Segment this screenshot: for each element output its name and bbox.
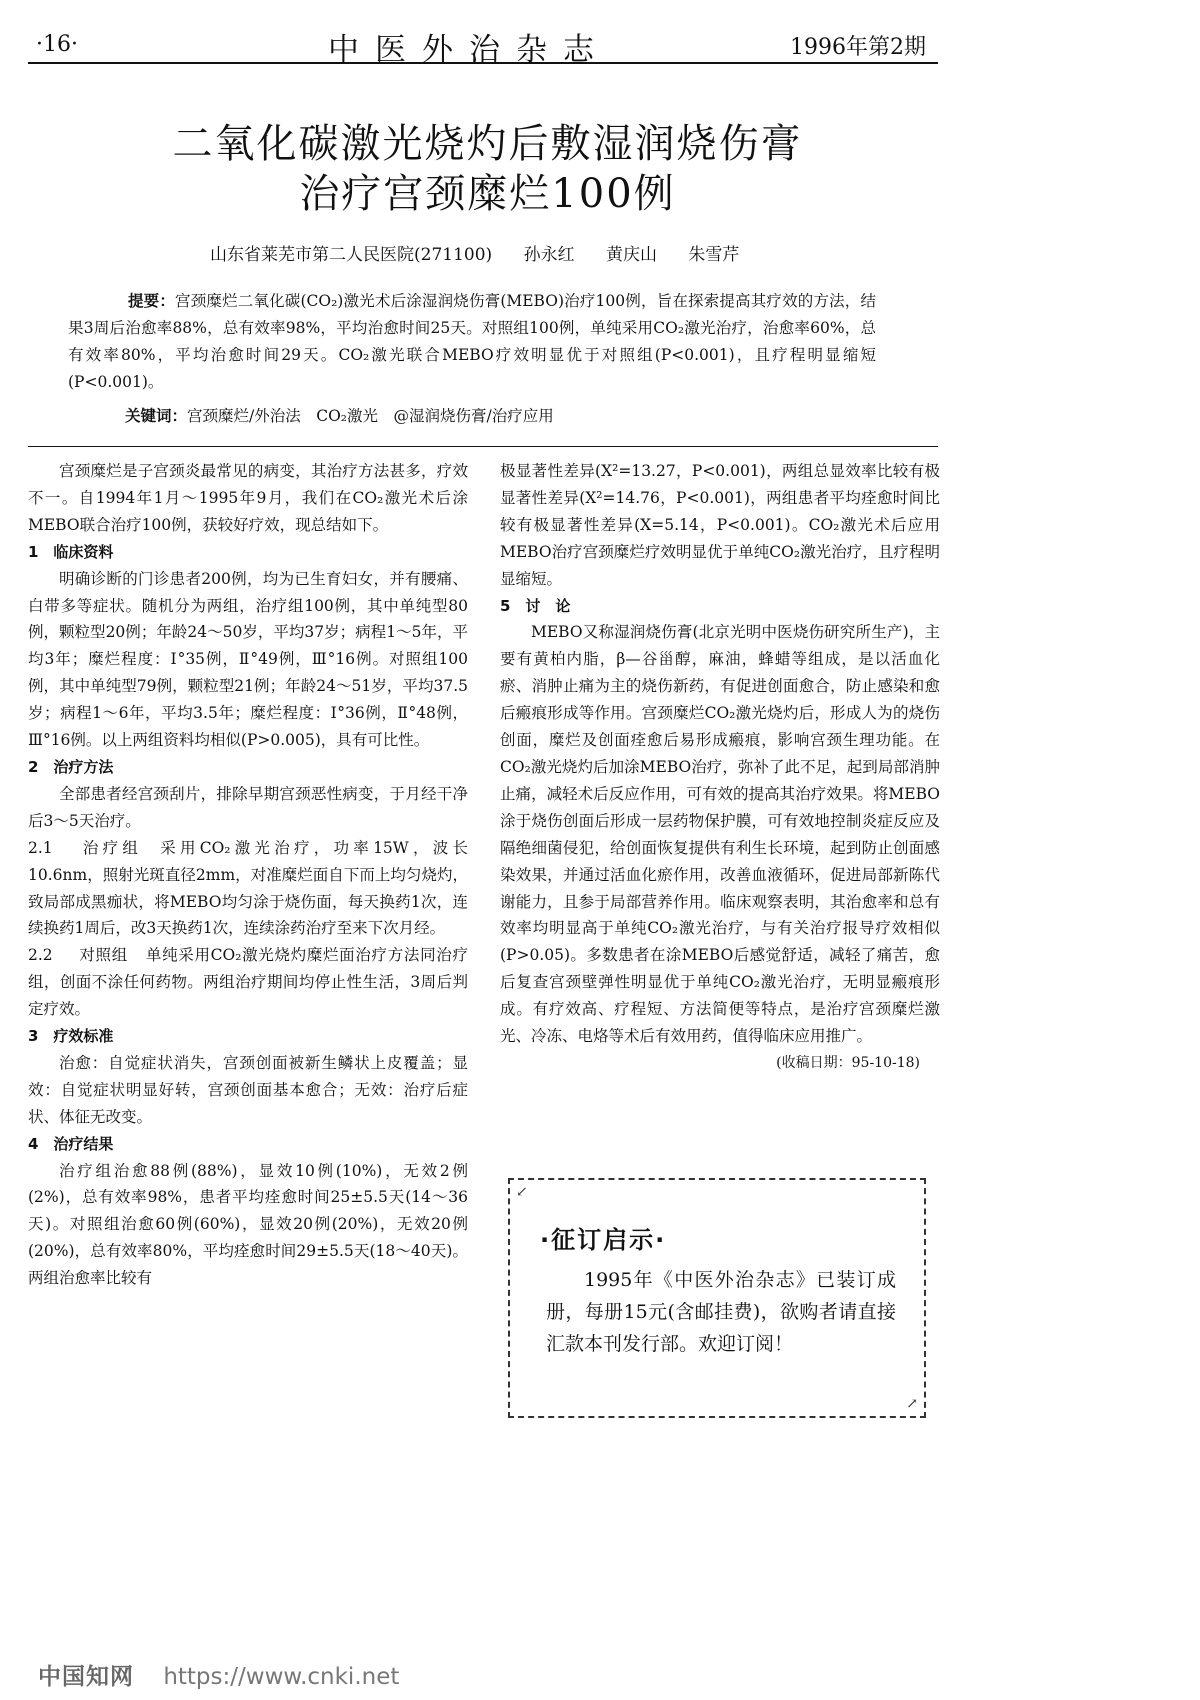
abstract-label: 提要： [128,292,176,310]
page-number: ·16· [36,32,78,57]
abstract [68,288,876,396]
section-heading: 5 讨 论 [500,596,571,615]
keywords [125,404,554,426]
affiliation: 山东省莱芜市第二人民医院(271100) [210,245,493,265]
body-paragraph: 明确诊断的门诊患者200例，均为已生育妇女，并有腰痛、白带多等症状。随机分为两组，治疗组100例，其中单纯型80例，颗粒型20例；年龄24～50岁，平均37岁；病程1～5年，平均3年；糜烂程度：Ⅰ°35例，Ⅱ°49例，Ⅲ°16例。对照组100例，其中单纯型79例，颗粒型21例；年龄24～51岁，平均37.5岁；病程1～6年，平均3.5年；糜烂程度：Ⅰ°36例，Ⅱ°48例，Ⅲ°16例。以上两组资料均相似(P>0.005)，具有可比性。 [28,569,468,750]
journal-name: 中医外治杂志 [328,32,610,68]
author-name: 孙永红 [523,245,575,265]
article-title-line2: 治疗宫颈糜烂100例 [299,171,676,217]
article-title-line1: 二氧化碳激光烧灼后敷湿润烧伤膏 [172,121,803,167]
author-line [210,240,765,265]
section-divider [28,446,938,447]
section-heading: 3 疗效标准 [28,1027,114,1046]
running-header [28,22,938,68]
border-arrow-icon: ↗ [906,1396,918,1412]
subsection-paragraph [28,942,468,1023]
watermark-footer [38,1658,399,1691]
subsection-number: 2.1 [28,838,53,857]
continued-paragraph: 极显著性差异(X²=13.27，P<0.001)，两组总显效率比较有极显著性差异(X²=14.76，P<0.001)，两组患者平均痊愈时间比较有极显著性差异(X=5.14，P<0.001)。CO₂激光术后应用MEBO治疗宫颈糜烂疗效明显优于单纯CO₂激光治疗，且疗程明显缩短。 [500,462,940,588]
section-heading: 2 治疗方法 [28,757,114,776]
subsection-label: 治疗组 [78,838,143,857]
keywords-text: 宫颈糜烂/外治法 CO₂激光 @湿润烧伤膏/治疗应用 [187,407,554,425]
notice-text: 1995年《中医外治杂志》已装订成册，每册15元(含邮挂费)，欲购者请直接汇款本刊发行部。欢迎订阅！ [546,1269,896,1355]
body-paragraph: 全部患者经宫颈刮片，排除早期宫颈恶性病变，于月经干净后3～5天治疗。 [28,784,468,830]
body-paragraph: MEBO又称湿润烧伤膏(北京光明中医烧伤研究所生产)，主要有黄柏内脂，β—谷甾醇，麻油，蜂蜡等组成，是以活血化瘀、消肿止痛为主的烧伤新药，有促进创面愈合，防止感染和愈后瘢痕形成等作用。宫颈糜烂CO₂激光烧灼后，形成人为的烧伤创面，糜烂及创面痊愈后易形成瘢痕，影响宫颈生理功能。在CO₂激光烧灼后加涂MEBO治疗，弥补了此不足，起到局部消肿止痛，减轻术后反应作用，可有效的提高其治疗效果。将MEBO涂于烧伤创面后形成一层药物保护膜，可有效地控制炎症反应及隔绝细菌侵犯，给创面恢复提供有利生长环境，起到防止创面感染效果，并通过活血化瘀作用，改善血液循环，促进局部新陈代谢能力，且参于局部营养作用。临床观察表明，其治愈率和总有效率均明显高于单纯CO₂激光治疗，与有关治疗报导疗效相似(P>0.05)。多数患者在涂MEBO后感觉舒适，减轻了痛苦，愈后复查宫颈壁弹性明显优于单纯CO₂激光治疗，无明显瘢痕形成。有疗效高、疗程短、方法简便等特点，是治疗宫颈糜烂激光、冷冻、电烙等术后有效用药，值得临床应用推广。 [500,623,940,1046]
left-column [28,458,468,1292]
intro-paragraph: 宫颈糜烂是子宫颈炎最常见的病变，其治疗方法甚多，疗效不一。自1994年1月～1995年9月，我们在CO₂激光术后涂MEBO联合治疗100例，获较好疗效，现总结如下。 [28,462,468,534]
subscription-notice-box [508,1178,926,1418]
body-paragraph: 治愈：自觉症状消失，宫颈创面被新生鳞状上皮覆盖；显效：自觉症状明显好转，宫颈创面基本愈合；无效：治疗后症状、体征无改变。 [28,1053,468,1126]
subsection-number: 2.2 [28,946,53,965]
notice-title: ·征订启示· [540,1226,667,1254]
subsection-paragraph [28,835,468,943]
body-paragraph: 治疗组治愈88例(88%)，显效10例(10%)，无效2例(2%)，总有效率98%，患者平均痊愈时间25±5.5天(14～36天)。对照组治愈60例(60%)，显效20例(20%)，无效20例(20%)，总有效率80%，平均痊愈时间29±5.5天(18～40天)。两组治愈率比较有 [28,1161,468,1288]
subsection-text: 采用CO₂激光治疗，功率15W，波长10.6nm，照射光斑直径2mm，对准糜烂面自下而上均匀烧灼，致局部成黑痂状，将MEBO均匀涂于烧伤面，每天换药1次，连续换药1周后，改3天换药1次，连续涂药治疗至来下次月经。 [28,838,468,938]
section-heading: 4 治疗结果 [28,1134,114,1153]
subsection-label: 对照组 [78,946,128,965]
subsection-text: 单纯采用CO₂激光烧灼糜烂面治疗方法同治疗组，创面不涂任何药物。两组治疗期间均停止性生活，3周后判定疗效。 [28,946,468,1019]
issue-label: 1996年第2期 [790,35,926,60]
right-column [500,458,940,1077]
section-heading: 1 临床资料 [28,542,114,561]
author-name: 黄庆山 [605,245,657,265]
keywords-label: 关键词： [125,407,188,425]
received-date: (收稿日期：95-10-18) [776,1054,920,1071]
abstract-text: 宫颈糜烂二氧化碳(CO₂)激光术后涂湿润烧伤膏(MEBO)治疗100例，旨在探索提高其疗效的方法，结果3周后治愈率88%，总有效率98%，平均治愈时间25天。对照组100例，单纯采用CO₂激光治疗，治愈率60%，总有效率80%，平均治愈时间29天。CO₂激光联合MEBO疗效明显优于对照组(P<0.001)，且疗程明显缩短(P<0.001)。 [68,292,876,391]
author-name: 朱雪芹 [688,245,740,265]
cnki-logo: 中国知网 [38,1664,134,1690]
cnki-url[interactable]: https://www.cnki.net [163,1664,400,1690]
border-arrow-icon: ↙ [516,1184,528,1200]
